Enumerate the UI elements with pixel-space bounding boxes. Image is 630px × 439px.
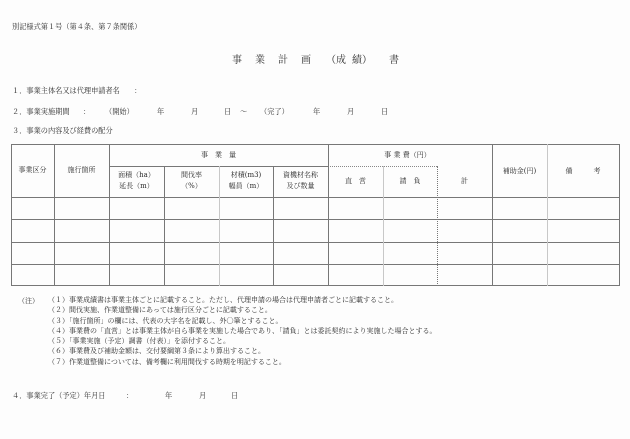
end-day: 日 (381, 107, 389, 116)
note-item: （６）事業費及び補助金額は、交付要綱第３条により算出すること。 (48, 347, 265, 356)
item1-label: １．事業主体名又は代理申請者名 (12, 86, 120, 95)
note-item: （４）事業費の「直営」とは事業主体が自ら事業を実施した場合であり、「請負」とは委託契約により実施した場合とする。 (48, 326, 437, 335)
start-year: 年 (157, 107, 165, 116)
header-remarks: 備 考 (565, 167, 601, 175)
header-thinning-line1: 間伐率 (181, 171, 202, 179)
header-thinning-line2: （%） (181, 182, 202, 190)
start-day: 日 (224, 107, 232, 116)
title-char: 画 (301, 55, 311, 66)
header-area-line2: 延長（m） (119, 182, 154, 190)
header-category: 事業区分 (18, 166, 47, 174)
title-char: 書 (389, 55, 399, 66)
title-char: 事 (232, 55, 242, 66)
header-thinning (164, 170, 219, 192)
header-timber-line2: 幅員（m） (228, 182, 264, 190)
table-row[interactable] (12, 220, 619, 242)
item4-colon: ： (126, 391, 134, 400)
header-area-line1: 面積（ha） (118, 171, 155, 179)
note-item: （１）事業成績書は事業主体ごとに記載すること。ただし、代理申請の場合は代理申請者ごとに記載すること。 (48, 296, 398, 304)
header-total: 計 (461, 177, 468, 185)
item2-label: ２．事業実施期間 (12, 107, 70, 116)
start-month: 月 (191, 107, 199, 116)
completion-year: 年 (165, 391, 173, 400)
start-label: （開始） (105, 107, 134, 116)
header-timber (219, 170, 273, 192)
form-id: 別記様式第１号（第４条、第７条関係） (12, 22, 142, 31)
header-equipment (273, 170, 328, 192)
title-char: （成 (326, 55, 346, 66)
end-label: （完了） (260, 107, 289, 116)
item1-line (12, 86, 141, 96)
header-volume-group: 事 業 量 (201, 151, 236, 159)
header-equipment-line2: 及び数量 (286, 182, 315, 190)
header-location: 施行箇所 (67, 166, 96, 174)
item2-colon: ： (83, 107, 91, 116)
header-equipment-line1: 資機材名称 (283, 171, 318, 179)
table-row[interactable] (12, 198, 619, 219)
notes-label: （注） (18, 297, 39, 305)
table-row[interactable] (12, 265, 619, 285)
item1-colon: ： (134, 86, 142, 95)
project-table (11, 144, 620, 286)
note-item: （３）「施行箇所」の欄には、代表の大字名を記載し、外〇筆とすること。 (48, 316, 283, 325)
header-cost-group: 事 業 費（円） (384, 151, 431, 159)
header-direct: 直 営 (345, 177, 366, 185)
header-timber-line1: 材積(m3) (230, 171, 262, 179)
completion-month: 月 (199, 391, 207, 400)
end-month: 月 (347, 107, 355, 116)
tilde: ～ (240, 107, 248, 116)
item4-label: ４．事業完了（予定）年月日 (12, 391, 106, 400)
end-year: 年 (313, 107, 321, 116)
title-char: 業 (255, 55, 265, 66)
item3-label: ３．事業の内容及び経費の配分 (12, 126, 113, 135)
header-area (109, 170, 164, 192)
title-char: 績） (352, 55, 372, 66)
completion-day: 日 (231, 391, 239, 400)
header-subsidy: 補助金(円) (502, 167, 537, 175)
item2-line (12, 107, 412, 117)
note-item: （２）間伐実施、作業道整備にあっては施行区分ごとに記載すること。 (48, 306, 272, 315)
document-title (232, 51, 399, 66)
table-row[interactable] (12, 243, 619, 264)
note-item: （７）作業道整備については、備考欄に利用間伐する時期を明記すること。 (48, 357, 286, 366)
header-contract: 請 負 (399, 177, 421, 185)
title-char: 計 (278, 55, 288, 66)
note-item: （５）「事業実施（予定）調書（付表）」を添付すること。 (48, 337, 230, 346)
item4-line (12, 391, 312, 401)
notes-list (48, 295, 437, 367)
